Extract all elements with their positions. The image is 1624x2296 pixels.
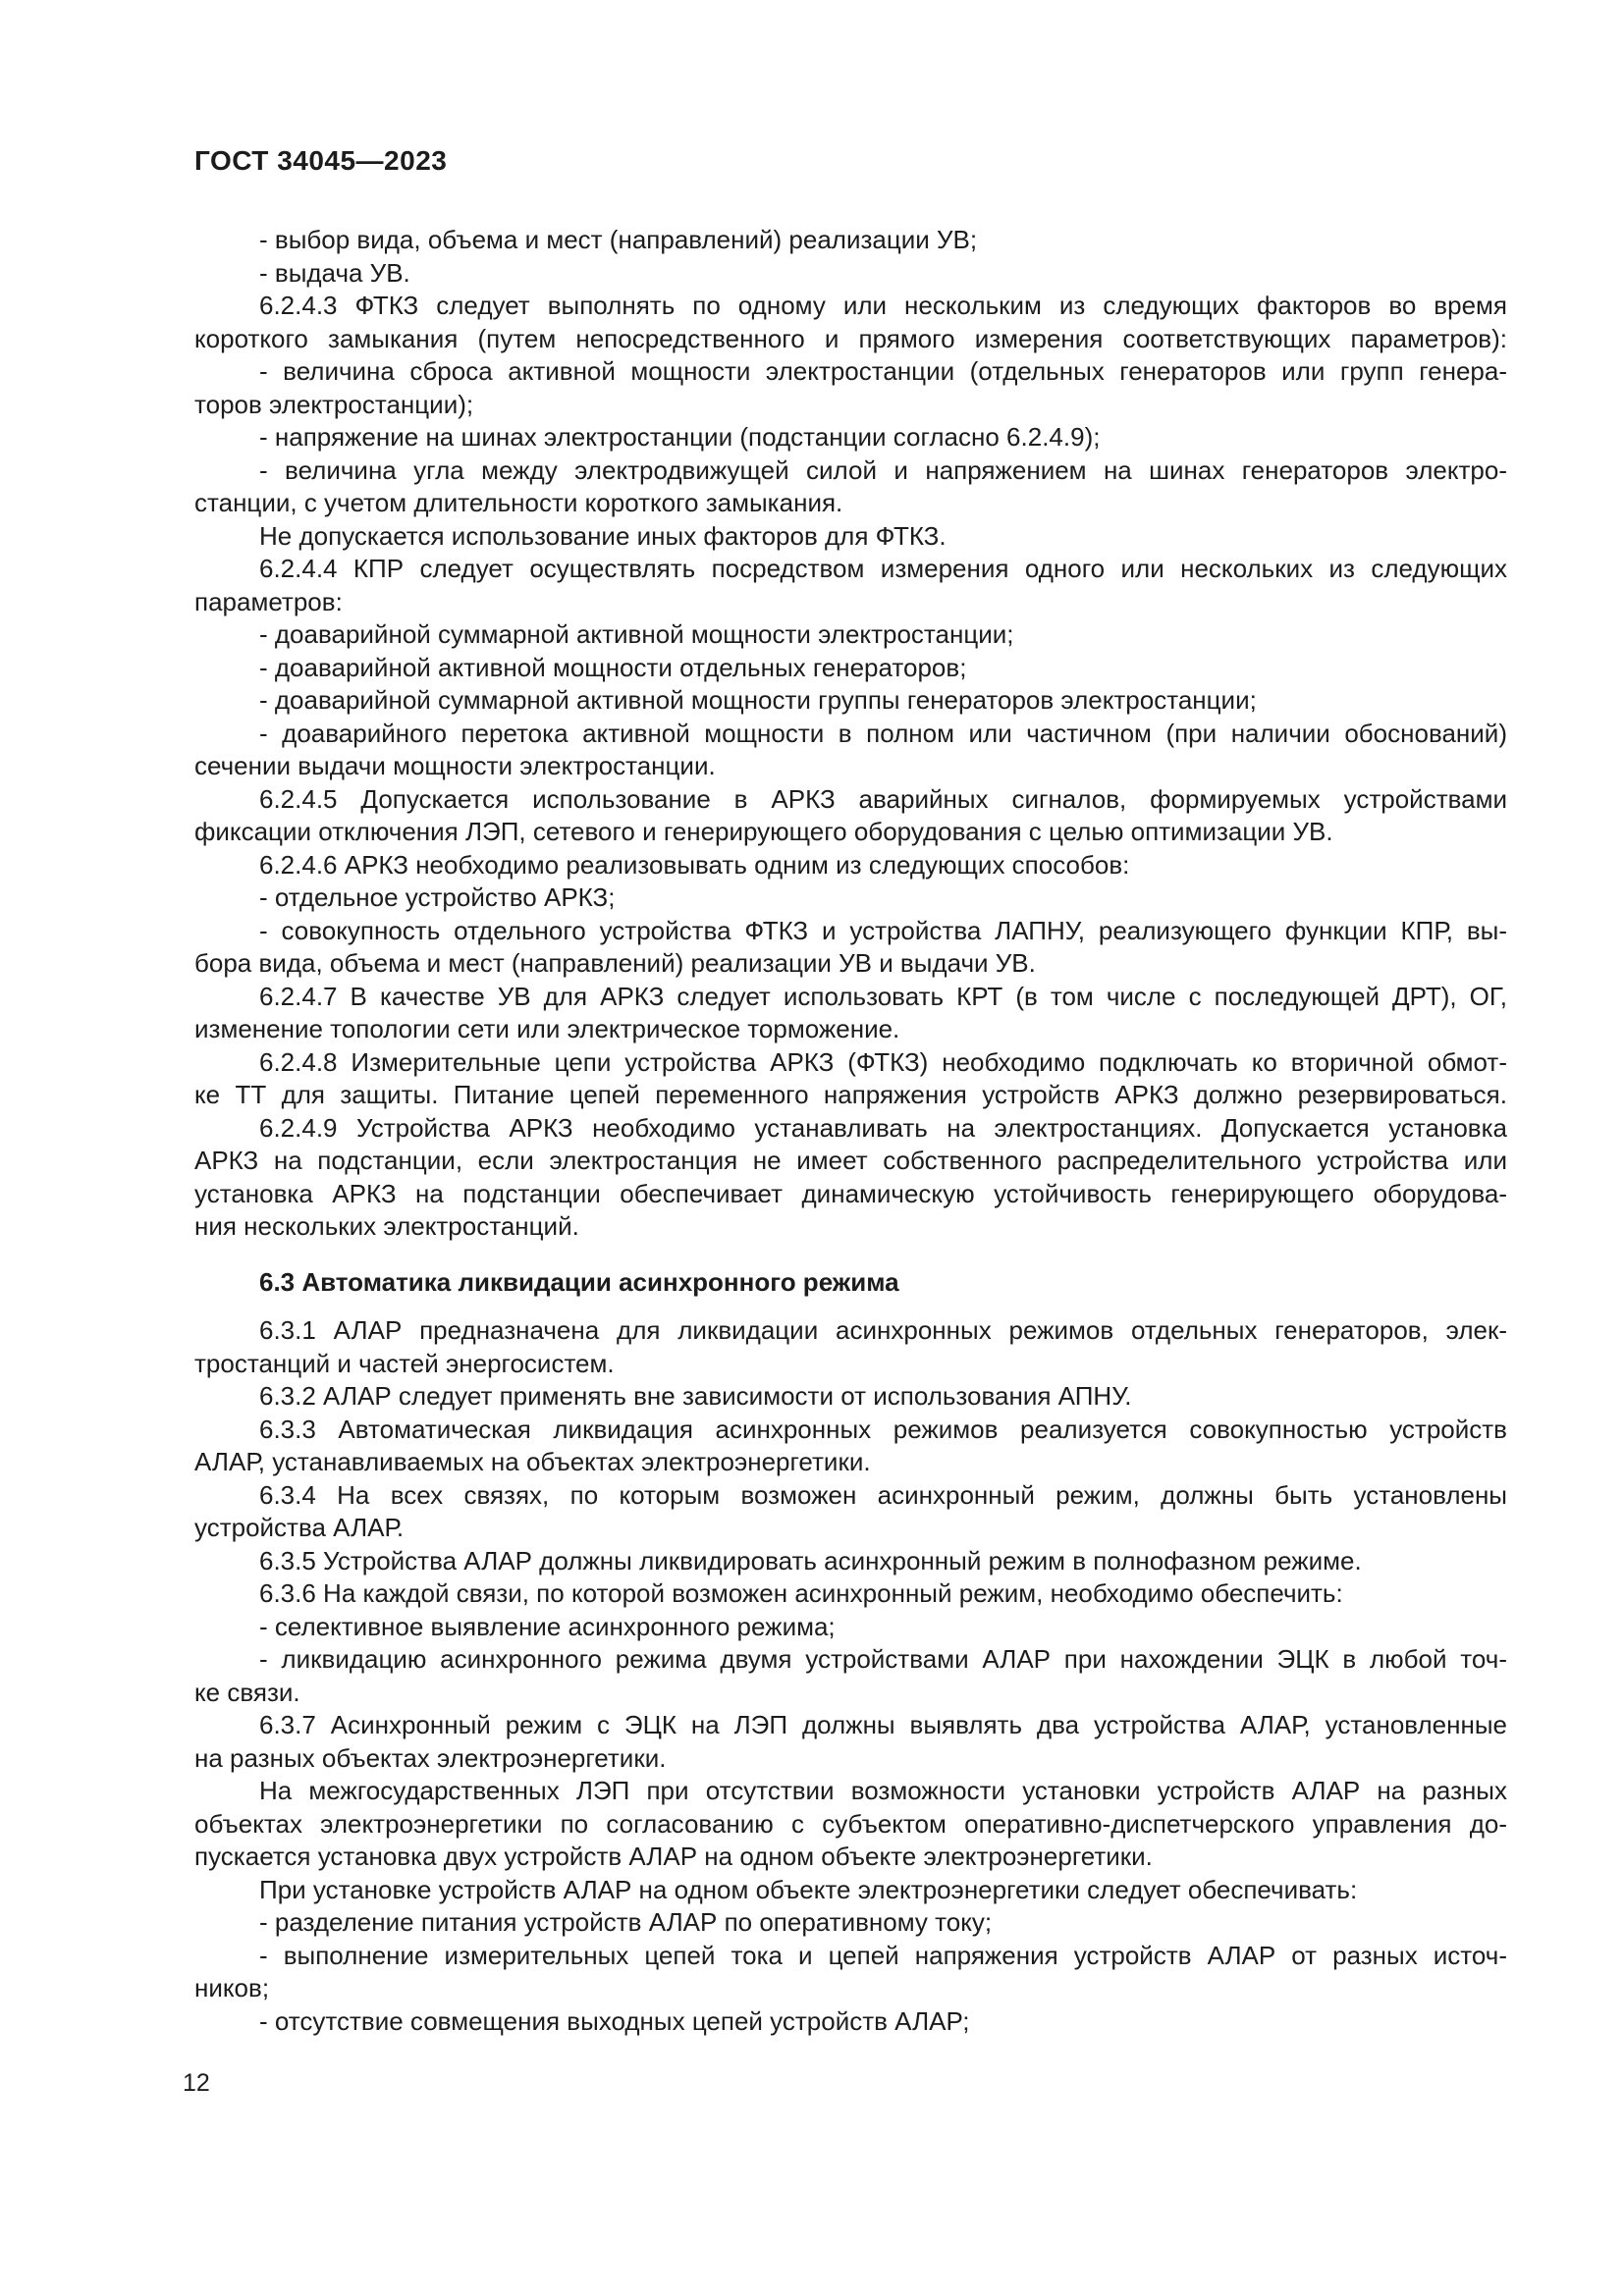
- text-line: бора вида, объема и мест (направлений) реализации УВ и выдачи УВ.: [194, 948, 1036, 978]
- running-header: ГОСТ 34045—2023: [194, 145, 448, 176]
- text-line: 6.3.2 АЛАР следует применять вне зависимости от использования АПНУ.: [259, 1381, 1132, 1411]
- text-line: 6.3.6 На каждой связи, по которой возможен асинхронный режим, необходимо обеспечить:: [259, 1578, 1343, 1608]
- text-line: короткого замыкания (путем непосредственного и прямого измерения соответствующих параметров):: [194, 323, 1507, 353]
- text-line: 6.2.4.9 Устройства АРКЗ необходимо устанавливать на электростанциях. Допускается установка: [259, 1112, 1507, 1143]
- text-line: - величина угла между электродвижущей силой и напряжением на шинах генераторов электро-: [259, 454, 1507, 485]
- text-line: 6.2.4.5 Допускается использование в АРКЗ аварийных сигналов, формируемых устройствами: [259, 783, 1507, 814]
- text-line: 6.2.4.3 ФТКЗ следует выполнять по одному или нескольким из следующих факторов во время: [259, 291, 1507, 320]
- text-line: 6.3.7 Асинхронный режим с ЭЦК на ЛЭП должны выявлять два устройства АЛАР, установленные: [259, 1710, 1507, 1739]
- text-line: устройства АЛАР.: [194, 1513, 405, 1542]
- text-line: 6.3.1 АЛАР предназначена для ликвидации асинхронных режимов отдельных генераторов, элек-: [259, 1315, 1507, 1345]
- text-line: - напряжение на шинах электростанции (подстанции согласно 6.2.4.9);: [259, 422, 1101, 452]
- text-line: параметров:: [194, 586, 343, 616]
- text-line: - доаварийной суммарной активной мощности электростанции;: [259, 619, 1014, 649]
- text-line: ке ТТ для защиты. Питание цепей переменного напряжения устройств АРКЗ должно резервироваться.: [194, 1080, 1507, 1109]
- text-line: АЛАР, устанавливаемых на объектах электроэнергетики.: [194, 1447, 871, 1476]
- text-line: Не допускается использование иных факторов для ФТКЗ.: [259, 520, 947, 551]
- text-line: ния нескольких электростанций.: [194, 1211, 579, 1241]
- text-line: - ликвидацию асинхронного режима двумя устройствами АЛАР при нахождении ЭЦК в любой точ-: [259, 1644, 1507, 1674]
- section-heading: 6.3 Автоматика ликвидации асинхронного режима: [259, 1266, 899, 1297]
- text-line: изменение топологии сети или электрическое торможение.: [194, 1014, 900, 1043]
- text-line: 6.2.4.6 АРКЗ необходимо реализовывать одним из следующих способов:: [259, 849, 1130, 880]
- text-line: сечении выдачи мощности электростанции.: [194, 751, 716, 780]
- text-line: 6.2.4.4 КПР следует осуществлять посредством измерения одного или нескольких из следующих: [259, 554, 1507, 583]
- text-line: - доаварийного перетока активной мощности в полном или частичном (при наличии обоснований): [259, 718, 1507, 748]
- text-line: объектах электроэнергетики по согласованию с субъектом оперативно-диспетчерского управления до-: [194, 1808, 1507, 1839]
- text-line: При установке устройств АЛАР на одном объекте электроэнергетики следует обеспечивать:: [259, 1874, 1358, 1904]
- text-line: торов электростанции);: [194, 389, 474, 419]
- text-line: на разных объектах электроэнергетики.: [194, 1742, 667, 1773]
- text-line: 6.3.3 Автоматическая ликвидация асинхронных режимов реализуется совокупностью устройств: [259, 1414, 1507, 1444]
- text-line: установка АРКЗ на подстанции обеспечивает динамическую устойчивость генерирующего оборудова-: [194, 1178, 1507, 1208]
- text-line: - выполнение измерительных цепей тока и цепей напряжения устройств АЛАР от разных источ-: [259, 1940, 1507, 1970]
- text-line: тростанций и частей энергосистем.: [194, 1348, 615, 1378]
- text-line: фиксации отключения ЛЭП, сетевого и генерирующего оборудования с целью оптимизации УВ.: [194, 817, 1333, 846]
- text-line: - отсутствие совмещения выходных цепей устройств АЛАР;: [259, 2005, 970, 2036]
- text-line: - разделение питания устройств АЛАР по оперативному току;: [259, 1907, 993, 1937]
- text-line: - селективное выявление асинхронного режима;: [259, 1611, 836, 1641]
- text-line: - совокупность отдельного устройства ФТКЗ и устройства ЛАПНУ, реализующего функции КПР, вы-: [259, 915, 1507, 945]
- text-line: ников;: [194, 1973, 270, 2002]
- text-line: ке связи.: [194, 1677, 300, 1707]
- document-body: [194, 224, 1507, 2038]
- text-line: АРКЗ на подстанции, если электростанция не имеет собственного распределительного устройства или: [194, 1146, 1507, 1175]
- text-line: - выбор вида, объема и мест (направлений) реализации УВ;: [259, 225, 978, 254]
- text-line: - выдача УВ.: [259, 257, 410, 288]
- text-line: 6.3.4 На всех связях, по которым возможен асинхронный режим, должны быть установлены: [259, 1479, 1507, 1510]
- text-line: - доаварийной активной мощности отдельных генераторов;: [259, 652, 967, 682]
- text-line: 6.3.5 Устройства АЛАР должны ликвидировать асинхронный режим в полнофазном режиме.: [259, 1545, 1362, 1575]
- text-line: 6.2.4.7 В качестве УВ для АРКЗ следует использовать КРТ (в том числе с последующей ДРТ), ОГ,: [259, 981, 1507, 1011]
- text-line: - отдельное устройство АРКЗ;: [259, 882, 616, 912]
- page-number: 12: [183, 2069, 210, 2097]
- text-line: На межгосударственных ЛЭП при отсутствии возможности установки устройств АЛАР на разных: [259, 1776, 1507, 1805]
- text-line: 6.2.4.8 Измерительные цепи устройства АРКЗ (ФТКЗ) необходимо подключать ко вторичной обмот-: [259, 1046, 1507, 1077]
- text-line: - величина сброса активной мощности электростанции (отдельных генераторов или групп генера-: [259, 356, 1507, 386]
- text-line: пускается установка двух устройств АЛАР на одном объекте электроэнергетики.: [194, 1842, 1153, 1871]
- text-line: станции, с учетом длительности короткого замыкания.: [194, 488, 843, 517]
- text-line: - доаварийной суммарной активной мощности группы генераторов электростанции;: [259, 685, 1257, 715]
